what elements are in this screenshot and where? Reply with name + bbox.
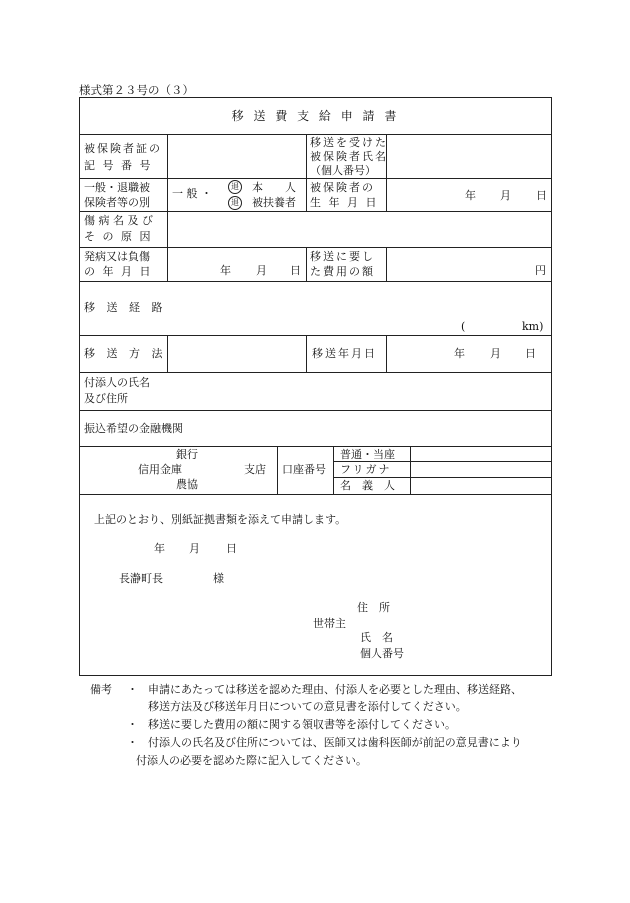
route-label: 移 送 経 路 bbox=[84, 301, 167, 314]
birth-month: 月 bbox=[500, 189, 511, 202]
onset-year: 年 bbox=[220, 264, 231, 277]
route-field[interactable] bbox=[168, 282, 551, 335]
note3-bullet: ・ bbox=[127, 736, 138, 749]
insured-card-label-1: 被保険者証の bbox=[84, 142, 162, 155]
km-open: ( bbox=[461, 320, 466, 333]
attendant-field[interactable] bbox=[168, 373, 551, 410]
address-label: 住 所 bbox=[357, 601, 390, 614]
declaration-statement: 上記のとおり、別紙証拠書類を添えて申請します。 bbox=[94, 513, 347, 526]
retire-circle-icon: 退 bbox=[228, 180, 242, 194]
insured-card-label-2: 記 号 番 号 bbox=[84, 159, 153, 172]
disease-label-1: 傷 病 名 及 び bbox=[84, 214, 153, 227]
onset-label-2: の 年 月 日 bbox=[84, 265, 153, 278]
holder-name-field[interactable] bbox=[411, 478, 551, 494]
account-number-label: 口座番号 bbox=[282, 463, 326, 476]
furigana-field[interactable] bbox=[411, 462, 551, 477]
notes-heading: 備考 bbox=[90, 683, 112, 696]
category-label-1: 一般・退職被 bbox=[84, 181, 150, 194]
category-dependent[interactable]: 被扶養者 bbox=[252, 196, 296, 209]
account-type-label: 普通・当座 bbox=[340, 448, 395, 461]
furigana-label: フリガナ bbox=[340, 463, 392, 476]
account-number-field[interactable] bbox=[411, 447, 551, 461]
holder-name-label: 名 義 人 bbox=[340, 479, 395, 492]
attendant-label-1: 付添人の氏名 bbox=[84, 376, 150, 389]
onset-day: 日 bbox=[290, 264, 301, 277]
note2: 移送に要した費用の額に関する領収書等を添付してください。 bbox=[148, 718, 456, 731]
category-self[interactable]: 本 人 bbox=[252, 181, 296, 194]
onset-label-1: 発病又は負傷 bbox=[84, 250, 150, 263]
birth-day: 日 bbox=[536, 189, 547, 202]
householder-label: 世帯主 bbox=[313, 617, 346, 630]
branch-label: 支店 bbox=[244, 463, 266, 476]
personal-number-label: 個人番号 bbox=[360, 647, 404, 660]
transfer-date-label: 移送年月日 bbox=[312, 347, 377, 360]
patient-name-label-3: （個人番号） bbox=[310, 164, 376, 177]
bank-type-2: 信用金庫 bbox=[138, 463, 182, 476]
method-label: 移 送 方 法 bbox=[84, 347, 167, 360]
birth-label-2: 生 年 月 日 bbox=[310, 196, 379, 209]
name-label: 氏 名 bbox=[360, 631, 393, 644]
retire-circle-icon-2: 退 bbox=[228, 196, 242, 210]
addressee: 長瀞町長 bbox=[119, 572, 163, 585]
bank-section-label: 振込希望の金融機関 bbox=[84, 422, 183, 435]
cost-label-1: 移送に要し bbox=[310, 250, 375, 263]
declaration-year: 年 bbox=[154, 542, 165, 555]
onset-month: 月 bbox=[256, 264, 267, 277]
note1-line1: 申請にあたっては移送を認めた理由、付添人を必要とした理由、移送経路、 bbox=[148, 683, 522, 696]
bank-type-3: 農協 bbox=[176, 478, 198, 491]
bank-type-1: 銀行 bbox=[176, 448, 198, 461]
patient-name-label-2: 被保険者氏名 bbox=[310, 150, 388, 163]
note1-line2: 移送方法及び移送年月日についての意見書を添付してください。 bbox=[148, 700, 467, 713]
category-general[interactable]: 一 般 ・ bbox=[172, 187, 212, 200]
note1-bullet: ・ bbox=[127, 683, 138, 696]
note3-line2: 付添人の必要を認めた際に記入してください。 bbox=[136, 754, 367, 767]
transfer-day: 日 bbox=[525, 347, 536, 360]
note2-bullet: ・ bbox=[127, 718, 138, 731]
declaration-month: 月 bbox=[189, 542, 200, 555]
form-number: 様式第２３号の（３） bbox=[79, 83, 194, 97]
disease-label-2: そ の 原 因 bbox=[84, 230, 153, 243]
declaration-day: 日 bbox=[226, 542, 237, 555]
transfer-month: 月 bbox=[490, 347, 501, 360]
birth-label-1: 被保険者の bbox=[310, 181, 375, 194]
form-title: 移 送 費 支 給 申 請 書 bbox=[231, 109, 400, 123]
patient-name-field[interactable] bbox=[387, 135, 551, 178]
cost-yen: 円 bbox=[535, 264, 546, 277]
patient-name-label-1: 移送を受けた bbox=[310, 136, 388, 149]
cost-label-2: た費用の額 bbox=[310, 265, 375, 278]
attendant-label-2: 及び住所 bbox=[84, 392, 128, 405]
note3-line1: 付添人の氏名及び住所については、医師又は歯科医師が前記の意見書により bbox=[148, 736, 522, 749]
km-unit: km) bbox=[522, 320, 544, 333]
disease-field[interactable] bbox=[168, 212, 551, 247]
addressee-sama: 様 bbox=[213, 572, 224, 585]
method-field[interactable] bbox=[168, 336, 306, 372]
birth-year: 年 bbox=[465, 189, 476, 202]
transfer-year: 年 bbox=[454, 347, 465, 360]
category-label-2: 保険者等の別 bbox=[84, 196, 150, 209]
insured-card-number-field[interactable] bbox=[168, 135, 306, 178]
